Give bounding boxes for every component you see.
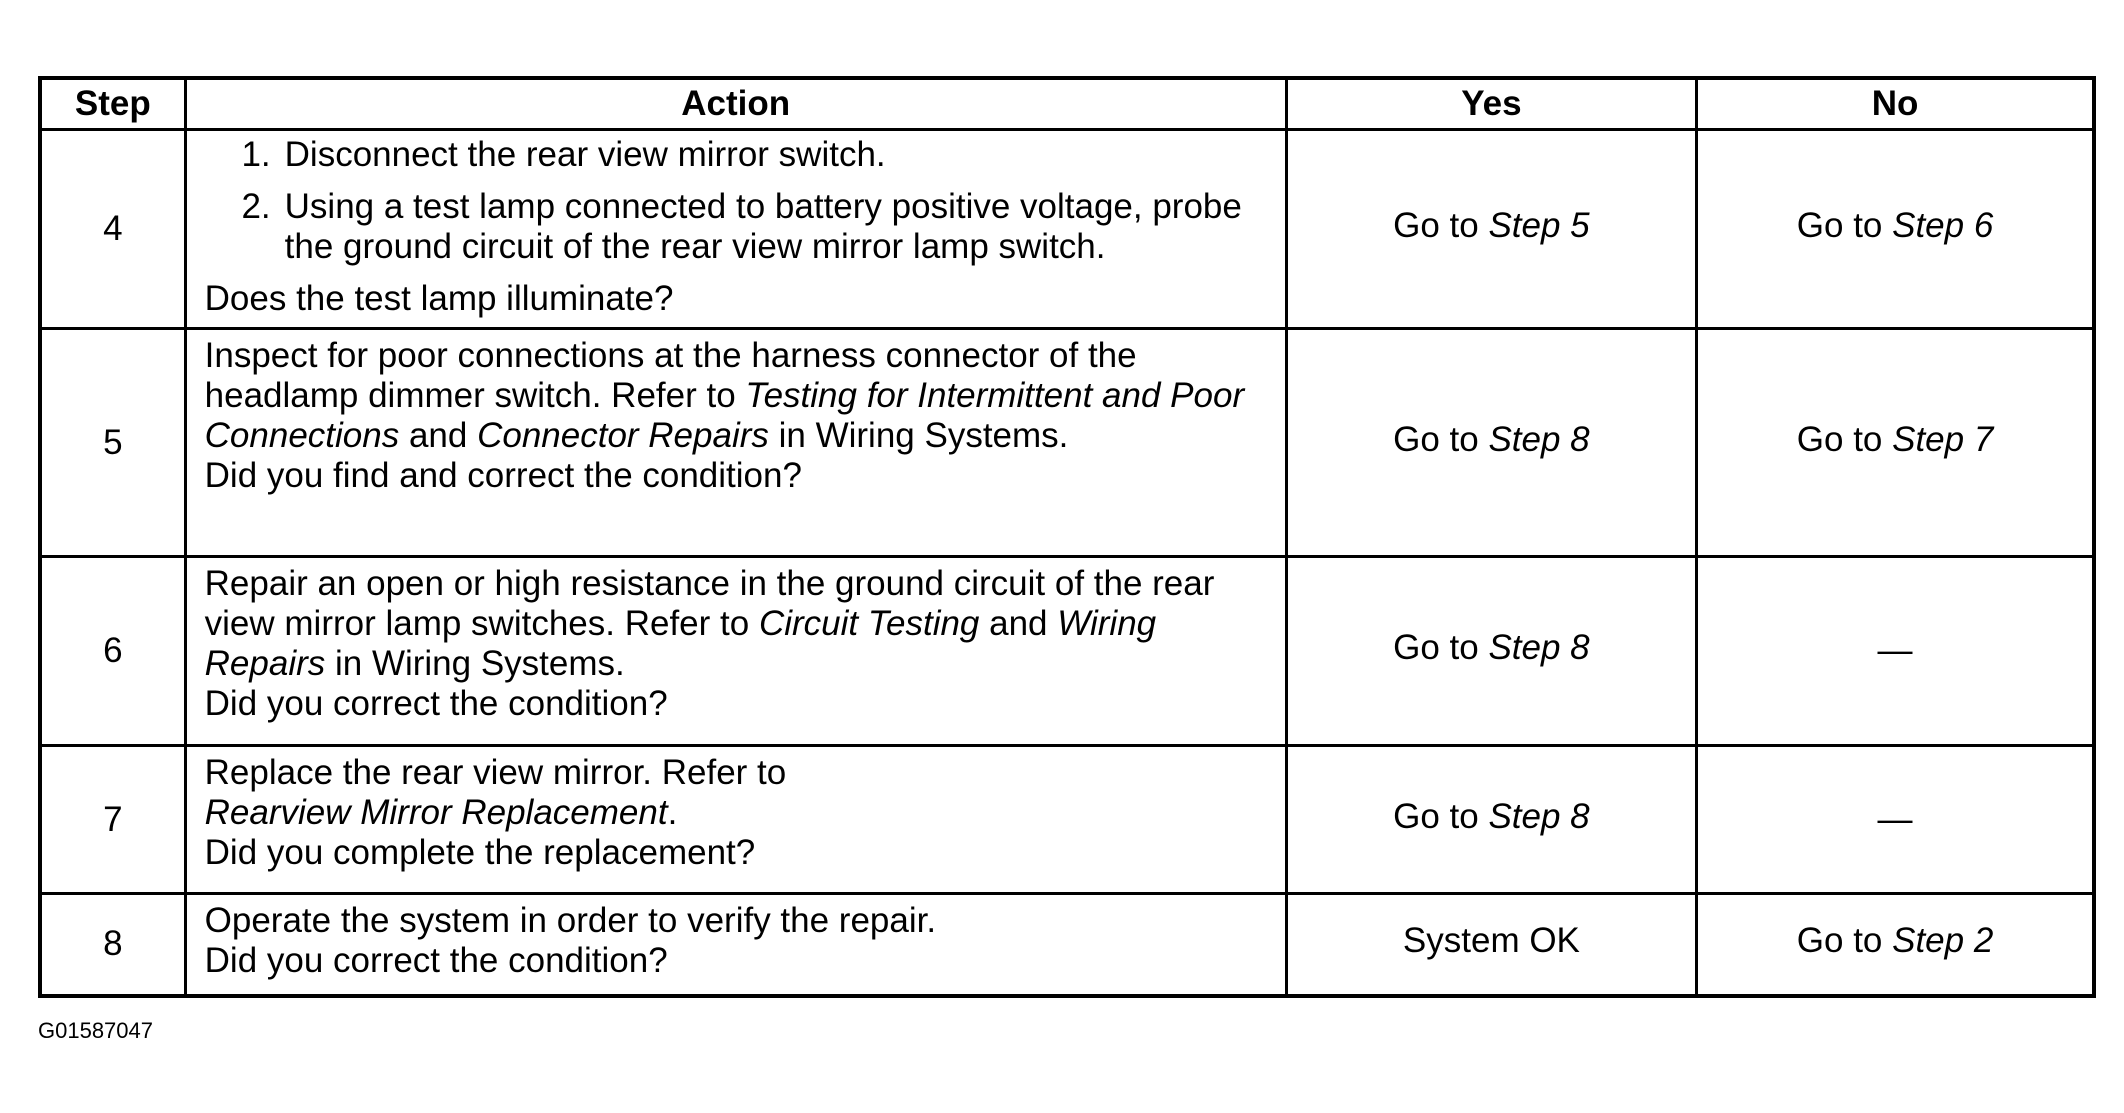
step-reference: Step 2 [1892, 921, 1994, 961]
step-reference: Step 8 [1488, 419, 1590, 459]
action-text: Inspect for poor connections at the harness connector of the headlamp dimmer switch. Refer to Testing for Intermittent and Poor Connections and Connector Repairs in Wiring Systems. [204, 336, 1245, 455]
step-reference: Step 8 [1488, 796, 1590, 836]
step-number: 5 [40, 329, 185, 557]
yes-result: Go to Step 8 [1393, 419, 1590, 459]
table-header-row [40, 78, 2094, 130]
substep-number: 1. [241, 135, 271, 174]
diagnostic-table [38, 76, 2096, 998]
no-result: Go to Step 2 [1796, 921, 1994, 961]
substep [205, 187, 1275, 267]
action-text: Repair an open or high resistance in the ground circuit of the rear view mirror lamp switches. Refer to Circuit Testing and Wiring Repairs in Wiring Systems. [204, 564, 1215, 683]
header-yes: Yes [1286, 78, 1696, 130]
header-action: Action [185, 78, 1286, 130]
header-no: No [1697, 78, 2094, 130]
yes-cell [1286, 557, 1696, 746]
action-question: Does the test lamp illuminate? [204, 279, 674, 318]
action-question: Did you correct the condition? [204, 941, 668, 980]
no-cell [1697, 894, 2094, 996]
no-cell [1697, 557, 2094, 746]
action-cell [185, 894, 1286, 996]
reference-title: Connector Repairs [477, 416, 769, 455]
table-row-step-5 [40, 329, 2094, 557]
action-cell [185, 130, 1286, 329]
step-reference: Step 8 [1488, 628, 1590, 667]
no-cell [1697, 130, 2094, 329]
substep-text: Disconnect the rear view mirror switch. [284, 135, 886, 174]
step-number: 6 [40, 557, 185, 746]
action-text: Replace the rear view mirror. Refer to Rearview Mirror Replacement. [204, 753, 787, 832]
no-result-dash: — [1877, 799, 1913, 839]
substep [205, 135, 1275, 175]
yes-cell [1286, 329, 1696, 557]
yes-result: Go to Step 8 [1393, 628, 1590, 667]
yes-cell [1286, 894, 1696, 996]
step-number: 7 [40, 746, 185, 894]
reference-title: Wiring Repairs [204, 604, 1157, 683]
no-cell [1697, 746, 2094, 894]
yes-cell [1286, 746, 1696, 894]
table-row-step-6 [40, 557, 2094, 746]
action-question: Did you complete the replacement? [204, 833, 756, 872]
yes-result: Go to Step 8 [1393, 796, 1590, 836]
no-result-dash: — [1877, 631, 1913, 670]
reference-title: Rearview Mirror Replacement [204, 793, 668, 832]
reference-title: Circuit Testing [758, 604, 980, 643]
step-reference: Step 6 [1892, 206, 1994, 245]
action-cell [185, 329, 1286, 557]
action-cell [185, 557, 1286, 746]
table-row-step-7 [40, 746, 2094, 894]
step-number: 4 [40, 130, 185, 329]
no-result: Go to Step 6 [1796, 206, 1994, 245]
action-question: Did you correct the condition? [204, 684, 668, 723]
yes-cell [1286, 130, 1696, 329]
step-reference: Step 7 [1892, 419, 1994, 459]
step-number: 8 [40, 894, 185, 996]
no-cell [1697, 329, 2094, 557]
step-reference: Step 5 [1488, 206, 1590, 245]
substep-number: 2. [241, 187, 271, 226]
action-text: Operate the system in order to verify the repair. [204, 901, 937, 940]
action-cell [185, 746, 1286, 894]
header-step: Step [40, 78, 185, 130]
yes-result: Go to Step 5 [1393, 206, 1590, 245]
no-result: Go to Step 7 [1796, 419, 1994, 459]
substep-text: Using a test lamp connected to battery positive voltage, probe the ground circuit of the rear view mirror lamp switch. [284, 187, 1242, 266]
table-row-step-4 [40, 130, 2094, 329]
action-question: Did you find and correct the condition? [204, 456, 802, 495]
figure-id: G01587047 [38, 1018, 153, 1043]
table-row-step-8 [40, 894, 2094, 996]
reference-title: Testing for Intermittent and Poor Connections [204, 376, 1245, 455]
yes-result: System OK [1402, 921, 1580, 961]
